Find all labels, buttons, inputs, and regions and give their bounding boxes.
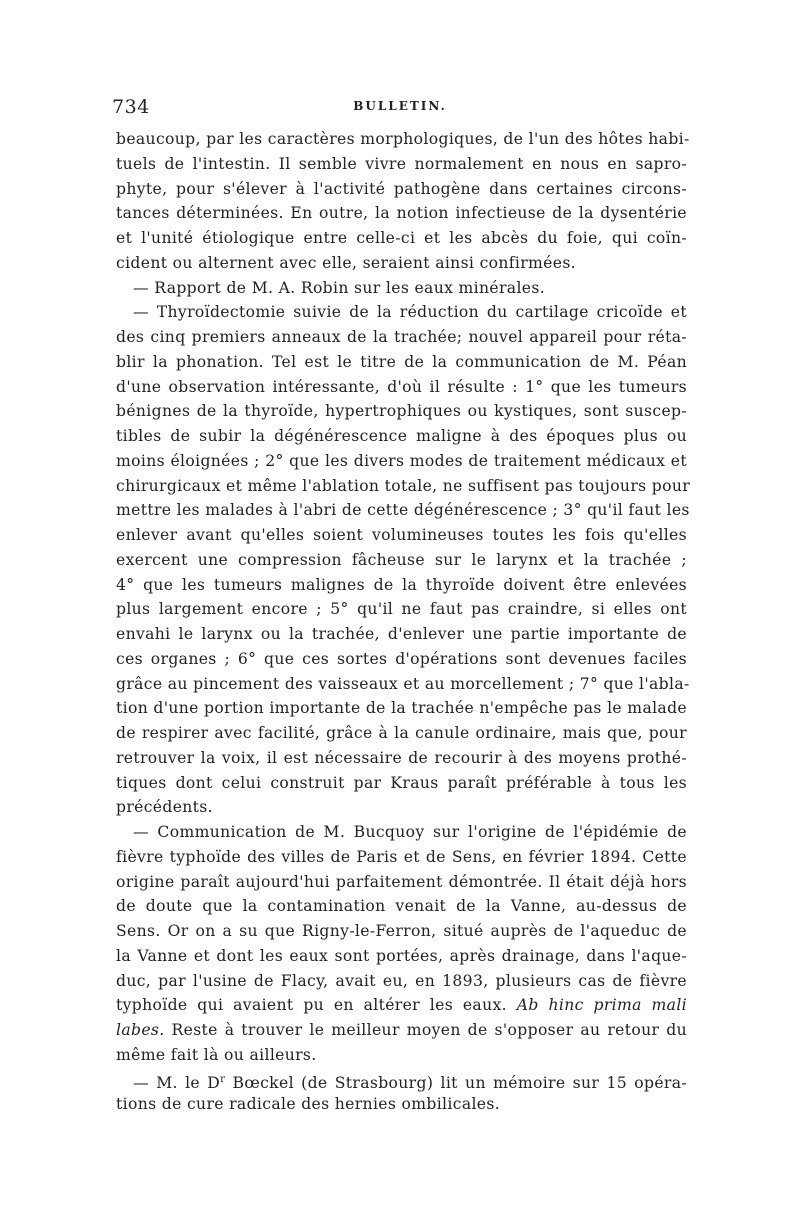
text-line: moins éloignées ; 2° que les divers modes de traitement médicaux et bbox=[116, 451, 687, 470]
text-line: beaucoup, par les caractères morphologiques, de l'un des hôtes habi- bbox=[116, 130, 690, 148]
text-line: précédents. bbox=[116, 798, 213, 817]
text-line: blir la phonation. Tel est le titre de la communication de M. Péan bbox=[116, 352, 687, 371]
text-line: Sens. Or on a su que Rigny-le-Ferron, situé auprès de l'aqueduc de bbox=[116, 922, 687, 940]
text-line: tuels de l'intestin. Il semble vivre normalement en nous en sapro- bbox=[116, 154, 687, 173]
text-line: ces organes ; 6° que ces sortes d'opérations sont devenues faciles bbox=[116, 649, 687, 668]
text-line bbox=[116, 1018, 687, 1043]
text-line: cident ou alternent avec elle, seraient ainsi confirmées. bbox=[116, 253, 576, 272]
text-line bbox=[116, 1068, 687, 1093]
text-line: même fait là ou ailleurs. bbox=[116, 1045, 317, 1064]
text-line: — Thyroïdectomie suivie de la réduction du cartilage cricoïde et bbox=[133, 303, 687, 322]
text-line: tances déterminées. En outre, la notion infectieuse de la dysentérie bbox=[116, 204, 687, 223]
text-line: enlever avant qu'elles soient volumineuses toutes les fois qu'elles bbox=[116, 526, 687, 544]
text-line: d'une observation intéressante, d'où il résulte : 1° que les tumeurs bbox=[116, 377, 687, 396]
text-line: retrouver la voix, il est nécessaire de recourir à des moyens prothé- bbox=[116, 748, 687, 767]
text-segment: Reste à trouver le meilleur moyen de s'opposer au retour du bbox=[164, 1021, 687, 1039]
text-line: exercent une compression fâcheuse sur le larynx et la trachée ; bbox=[116, 550, 687, 569]
text-line: duc, par l'usine de Flacy, avait eu, en 1893, plusieurs cas de fièvre bbox=[116, 971, 687, 990]
text-line: bénignes de la thyroïde, hypertrophiques ou kystiques, sont suscep- bbox=[116, 402, 687, 421]
text-line: fièvre typhoïde des villes de Paris et de Sens, en février 1894. Cette bbox=[116, 847, 687, 866]
superscript: r bbox=[220, 1073, 226, 1085]
running-head: BULLETIN. bbox=[353, 99, 447, 113]
text-segment: — M. le D bbox=[133, 1073, 221, 1092]
text-line: tiques dont celui construit par Kraus paraît préférable à tous les bbox=[116, 773, 687, 792]
text-line: phyte, pour s'élever à l'activité pathogène dans certaines circons- bbox=[116, 179, 687, 198]
text-line: tibles de subir la dégénérescence maligne à des époques plus ou bbox=[116, 427, 687, 445]
text-line: la Vanne et dont les eaux sont portées, après drainage, dans l'aque- bbox=[116, 946, 687, 965]
page-number: 734 bbox=[112, 96, 150, 118]
latin-phrase: labes. bbox=[116, 1021, 165, 1039]
text-line: 4° que les tumeurs malignes de la thyroïde doivent être enlevées bbox=[116, 575, 687, 594]
text-line: tions de cure radicale des hernies ombilicales. bbox=[116, 1095, 501, 1114]
text-segment: Bœckel (de Strasbourg) lit un mémoire sur 15 opéra- bbox=[225, 1073, 687, 1092]
text-line: — Communication de M. Bucquoy sur l'origine de l'épidémie de bbox=[133, 823, 687, 841]
body-text bbox=[116, 127, 691, 1117]
text-line: envahi le larynx ou la trachée, d'enlever une partie importante de bbox=[116, 625, 687, 643]
text-line: origine paraît aujourd'hui parfaitement démontrée. Il était déjà hors bbox=[116, 872, 687, 891]
text-line: plus largement encore ; 5° qu'il ne faut pas craindre, si elles ont bbox=[116, 600, 687, 619]
text-line: de respirer avec facilité, grâce à la canule ordinaire, mais que, pour bbox=[116, 724, 687, 742]
text-line: — Rapport de M. A. Robin sur les eaux minérales. bbox=[133, 278, 546, 297]
text-line: mettre les malades à l'abri de cette dégénérescence ; 3° qu'il faut les bbox=[116, 501, 690, 520]
text-line: chirurgicaux et même l'ablation totale, ne suffisent pas toujours pour bbox=[116, 476, 691, 495]
text-line bbox=[116, 993, 687, 1018]
text-line: tion d'une portion importante de la trachée n'empêche pas le malade bbox=[116, 699, 687, 718]
page-header bbox=[112, 96, 688, 122]
text-line: et l'unité étiologique entre celle-ci et les abcès du foie, qui coïn- bbox=[116, 229, 687, 247]
text-line: de doute que la contamination venait de la Vanne, au-dessus de bbox=[116, 897, 687, 916]
text-segment: typhoïde qui avaient pu en altérer les eaux. bbox=[116, 996, 507, 1015]
text-line: grâce au pincement des vaisseaux et au morcellement ; 7° que l'abla- bbox=[116, 674, 690, 693]
latin-phrase: Ab hinc prima mali bbox=[516, 996, 687, 1015]
text-line: des cinq premiers anneaux de la trachée; nouvel appareil pour réta- bbox=[116, 328, 687, 346]
